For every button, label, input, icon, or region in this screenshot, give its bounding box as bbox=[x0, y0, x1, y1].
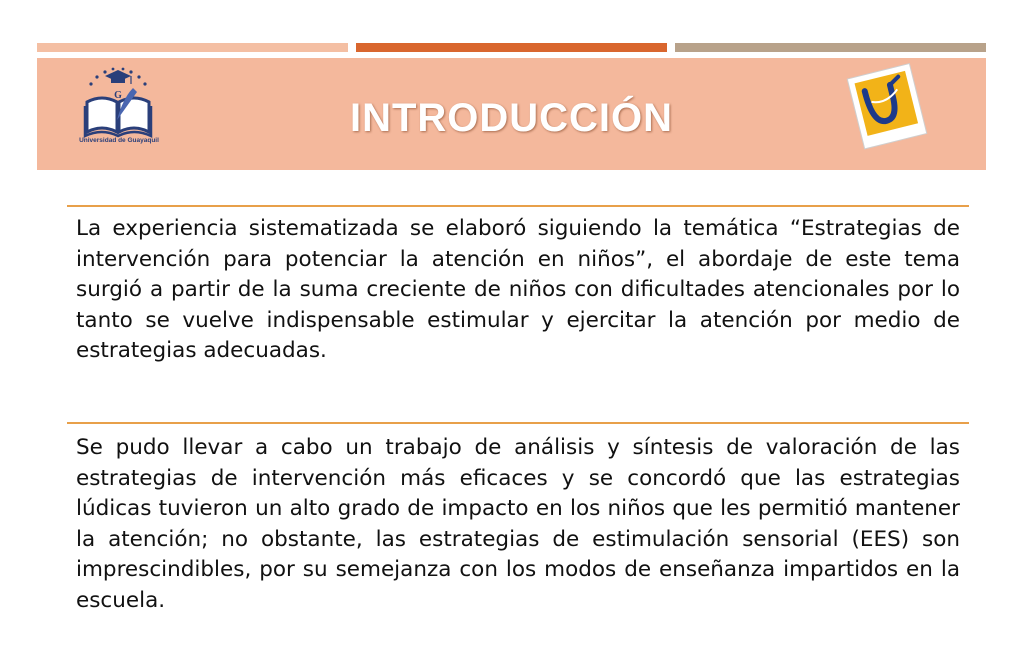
body-paragraph: La experiencia sistematizada se elaboró siguiendo la temática “Estrategias de intervención para potenciar la atención en niños”, el abordaje de este tema surgió a partir de la suma creciente de niños con dificultades atencionales por lo tanto se vuelve indispensable estimular y ejercitar la atención por medio de estrategias adecuadas. bbox=[76, 216, 960, 363]
decorative-bar-light bbox=[37, 43, 348, 52]
header-band bbox=[37, 58, 986, 170]
svg-text:G: G bbox=[114, 90, 122, 101]
slide-title: INTRODUCCIÓN bbox=[349, 96, 674, 140]
divider-rule bbox=[67, 205, 969, 207]
u-photo-card-icon bbox=[843, 58, 933, 154]
body-paragraph: Se pudo llevar a cabo un trabajo de análisis y síntesis de valoración de las estrategias de intervención más eficaces y se concordó que las estrategias lúdicas tuvieron un alto grado de impacto en los niños que les permitió mantener la atención; no obstante, las estrategias de estimulación sensorial (EES) son imprescindibles, por su semejanza con los modos de enseñanza impartidos en la escuela. bbox=[76, 435, 960, 613]
divider-rule bbox=[67, 422, 969, 424]
decorative-bar-orange bbox=[356, 43, 667, 52]
university-logo-caption: Universidad de Guayaquil bbox=[79, 137, 159, 144]
decorative-bar-taupe bbox=[675, 43, 986, 52]
